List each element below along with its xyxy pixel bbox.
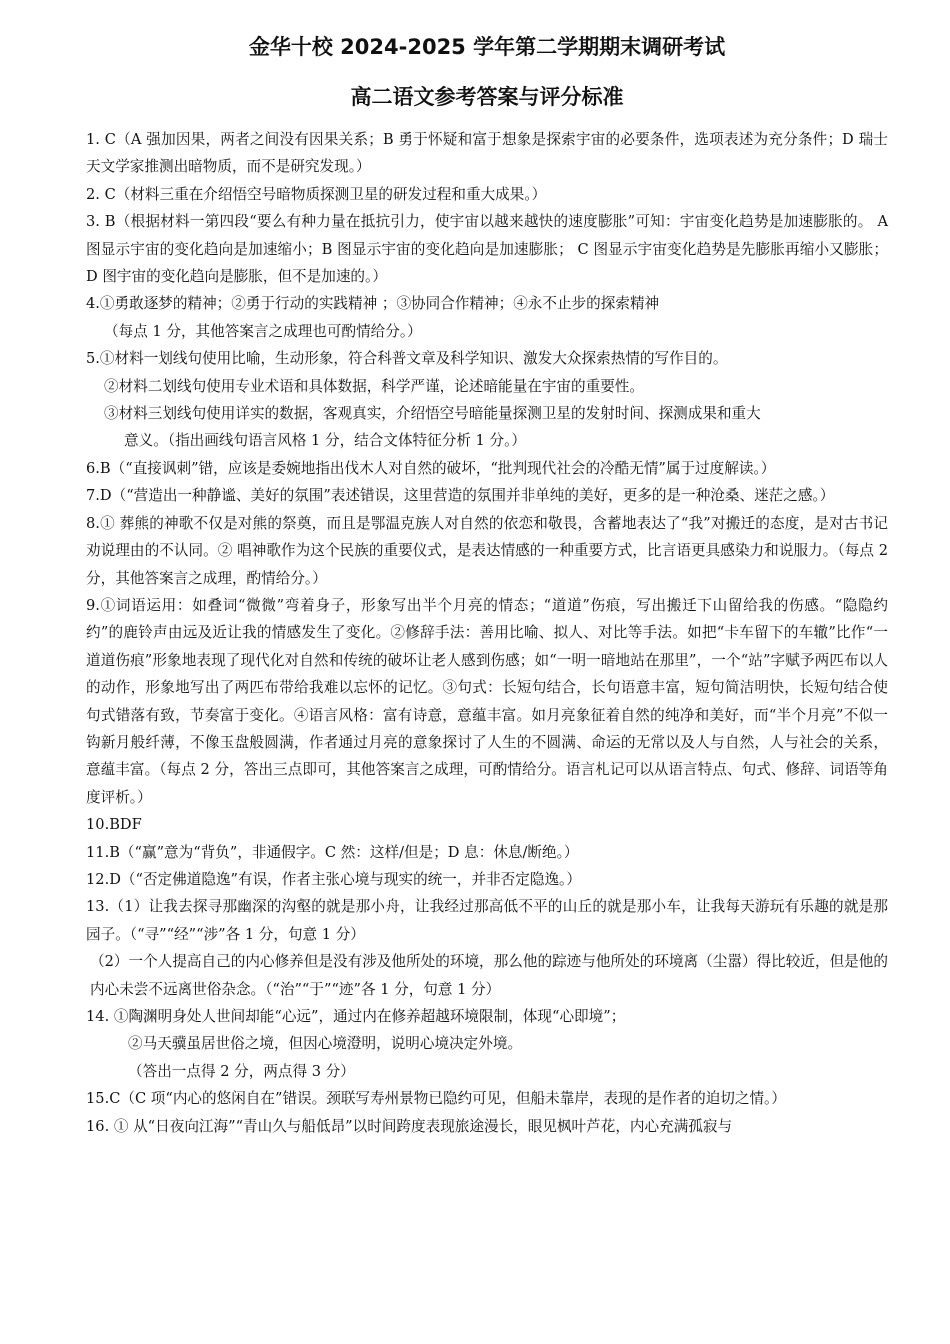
answer-3: 3. B（根据材料一第四段“要么有种力量在抵抗引力，使宇宙以越来越快的速度膨胀”可知：宇宙变化趋势是加速膨胀的。 A 图显示宇宙的变化趋向是加速缩小；B 图显示宇宙的变化趋向是加速膨胀； C 图显示宇宙变化趋势是先膨胀再缩小又膨胀；D 图宇宙的变化趋向是膨胀，但不是加速的。） <box>86 213 888 286</box>
answer-9: 9.①词语运用：如叠词“微微”弯着身子，形象写出半个月亮的情态；“道道”伤痕，写出搬迁下山留给我的伤感。“隐隐约约”的鹿铃声由远及近让我的情感发生了变化。②修辞手法：善用比喻、拟人、对比等手法。如把“卡车留下的车辙”比作“一道道伤痕”形象地表现了现代化对自然和传统的破坏让老人感到伤感；如“一明一暗地站在那里”，一个“站”字赋予两匹布以人的动作，形象地写出了两匹布带给我难以忘怀的记忆。③句式：长短句结合，长句语意丰富，短句简洁明快，长短句结合使句式错落有致，节奏富于变化。④语言风格：富有诗意，意蕴丰富。如月亮象征着自然的纯净和美好，而“半个月亮”不似一钩新月般纤薄，不像玉盘般圆满，作者通过月亮的意象探讨了人生的不圆满、命运的无常以及人与自然，人与社会的关系，意蕴丰富。（每点 2 分，答出三点即可，其他答案言之成理，可酌情给分。语言札记可以从语言特点、句式、修辞、词语等角度评析。） <box>86 596 888 806</box>
document-subtitle: 高二语文参考答案与评分标准 <box>350 85 624 109</box>
answer-5-point-3: ③材料三划线句使用详实的数据，客观真实，介绍悟空号暗能量探测卫星的发射时间、探测成果和重大 <box>104 405 761 423</box>
answer-13-part-2: （2）一个人提高自己的内心修养但是没有涉及他所处的环境，那么他的踪迹与他所处的环境离（尘嚣）得比较近，但是他的内心未尝不远离世俗杂念。（“治”“于”“迹”各 1 分，句意 1 分） <box>90 953 888 998</box>
answer-12: 12.D（“否定佛道隐逸”有误，作者主张心境与现实的统一，并非否定隐逸。） <box>86 870 581 888</box>
answer-10: 10.BDF <box>86 816 142 834</box>
answer-2: 2. C（材料三重在介绍悟空号暗物质探测卫星的研发过程和重大成果。） <box>86 185 547 203</box>
answer-14-scoring: （答出一点得 2 分，两点得 3 分） <box>128 1062 355 1080</box>
answer-6: 6.B（“直接讽刺”错，应该是委婉地指出伐木人对自然的破坏，“批判现代社会的冷酷无情”属于过度解读。） <box>86 459 776 477</box>
answer-14-point-2: ②马天骥虽居世俗之境，但因心境澄明，说明心境决定外境。 <box>128 1035 523 1053</box>
document-title: 金华十校 2024-2025 学年第二学期期末调研考试 <box>248 35 726 59</box>
answer-15: 15.C（C 项“内心的悠闲自在”错误。颈联写寿州景物已隐约可见，但船未靠岸，表现的是作者的迫切之情。） <box>86 1090 786 1108</box>
answer-body <box>86 126 888 1140</box>
answer-5-point-2: ②材料二划线句使用专业术语和具体数据，科学严谨，论述暗能量在宇宙的重要性。 <box>104 377 644 395</box>
answer-4-scoring: （每点 1 分，其他答案言之成理也可酌情给分。） <box>104 322 422 340</box>
answer-13-part-1: 13.（1）让我去探寻那幽深的沟壑的就是那小舟，让我经过那高低不平的山丘的就是那小车，让我每天游玩有乐趣的就是那园子。（“寻”“经”“涉”各 1 分，句意 1 分） <box>86 898 888 943</box>
answer-11: 11.B（“赢”意为“背负”，非通假字。C 然：这样/但是；D 息：休息/断绝。） <box>86 843 579 861</box>
answer-4: 4.①勇敢逐梦的精神；②勇于行动的实践精神 ；③协同合作精神；④永不止步的探索精神 <box>86 295 660 313</box>
answer-1: 1. C（A 强加因果，两者之间没有因果关系；B 勇于怀疑和富于想象是探索宇宙的必要条件，选项表述为充分条件；D 瑞士天文学家推测出暗物质，而不是研究发现。） <box>86 131 888 176</box>
answer-14-point-1: 14. ①陶渊明身处人世间却能“心远”，通过内在修养超越环境限制，体现“心即境”； <box>86 1008 626 1025</box>
answer-5-point-1: 5.①材料一划线句使用比喻，生动形象，符合科普文章及科学知识、激发大众探索热情的写作目的。 <box>86 350 728 368</box>
answer-5-scoring: 意义。（指出画线句语言风格 1 分，结合文体特征分析 1 分。） <box>124 432 526 450</box>
answer-16: 16. ① 从“日夜向江海”“青山久与船低昂”以时间跨度表现旅途漫长，眼见枫叶芦花，内心充满孤寂与 <box>86 1117 733 1135</box>
answer-8: 8.① 葬熊的神歌不仅是对熊的祭奠，而且是鄂温克族人对自然的依恋和敬畏，含蓄地表达了“我”对搬迁的态度，是对古书记劝说理由的不认同。② 唱神歌作为这个民族的重要仪式，是表达情感的一种重要方式，比言语更具感染力和说服力。（每点 2 分，其他答案言之成理，酌情给分。） <box>86 514 888 587</box>
answer-7: 7.D（“营造出一种静谧、美好的氛围”表述错误，这里营造的氛围并非单纯的美好，更多的是一种沧桑、迷茫之感。） <box>86 487 835 505</box>
